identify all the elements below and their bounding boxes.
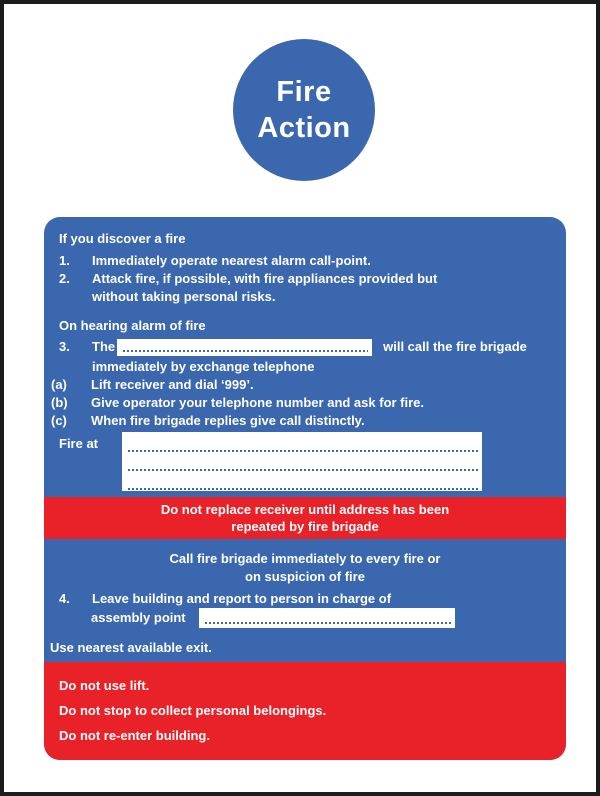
receiver-warning-band xyxy=(44,497,566,539)
prohibition-line3: Do not re-enter building. xyxy=(59,728,210,743)
item-2-text-line1: Attack fire, if possible, with fire appliances provided but xyxy=(92,271,438,286)
receiver-warning-line2: repeated by fire brigade xyxy=(231,519,379,534)
fire-at-label: Fire at xyxy=(59,436,99,451)
item-3-text-line2: immediately by exchange telephone xyxy=(92,359,315,374)
item-2-number: 2. xyxy=(59,271,70,286)
item-4-text-line2: assembly point xyxy=(91,610,186,625)
item-1-number: 1. xyxy=(59,253,70,268)
item-3-text-pre: The xyxy=(92,339,116,354)
item-4-line2 xyxy=(91,608,455,628)
instruction-panel xyxy=(44,217,566,760)
item-c-number: (c) xyxy=(51,413,67,428)
assembly-point-fill-in-field xyxy=(199,608,455,628)
badge-title-line2: Action xyxy=(257,112,351,144)
item-2-text-line2: without taking personal risks. xyxy=(92,289,276,304)
dotted-rule xyxy=(128,469,478,471)
badge-title-line1: Fire xyxy=(276,76,332,108)
item-b xyxy=(51,394,424,412)
discover-heading: If you discover a fire xyxy=(59,231,186,246)
item-4 xyxy=(59,590,391,608)
item-c xyxy=(51,412,365,430)
item-3-number: 3. xyxy=(59,339,70,354)
exit-text: Use nearest available exit. xyxy=(50,640,212,655)
dotted-rule xyxy=(128,450,478,452)
fire-action-badge xyxy=(233,39,375,181)
hearing-heading: On hearing alarm of fire xyxy=(59,318,206,333)
prohibition-line2: Do not stop to collect personal belongings. xyxy=(59,703,327,718)
item-1 xyxy=(59,252,371,270)
item-b-text: Give operator your telephone number and ask for fire. xyxy=(91,395,425,410)
dotted-rule xyxy=(205,622,451,624)
item-4-text-line1: Leave building and report to person in charge of xyxy=(92,591,392,606)
item-2 xyxy=(59,270,437,288)
item-a-number: (a) xyxy=(51,377,67,392)
dotted-rule xyxy=(128,488,478,490)
prohibitions-panel xyxy=(44,662,566,760)
item-c-text: When fire brigade replies give call distinctly. xyxy=(91,413,365,428)
item-1-text: Immediately operate nearest alarm call-point. xyxy=(92,253,371,268)
prohibition-line1: Do not use lift. xyxy=(59,678,150,693)
item-3-text-post: will call the fire brigade xyxy=(383,339,527,354)
address-fill-in-field xyxy=(122,432,482,491)
call-brigade-line2: on suspicion of fire xyxy=(245,569,365,584)
item-3 xyxy=(59,338,527,356)
call-brigade-line1: Call fire brigade immediately to every fire or xyxy=(169,551,441,566)
receiver-warning-line1: Do not replace receiver until address has been xyxy=(160,502,450,517)
item-b-number: (b) xyxy=(51,395,68,410)
dotted-rule xyxy=(123,350,368,352)
item-a-text: Lift receiver and dial ‘999’. xyxy=(91,377,254,392)
item-4-number: 4. xyxy=(59,591,70,606)
caller-name-fill-in-field xyxy=(117,339,372,356)
item-a xyxy=(51,376,254,394)
